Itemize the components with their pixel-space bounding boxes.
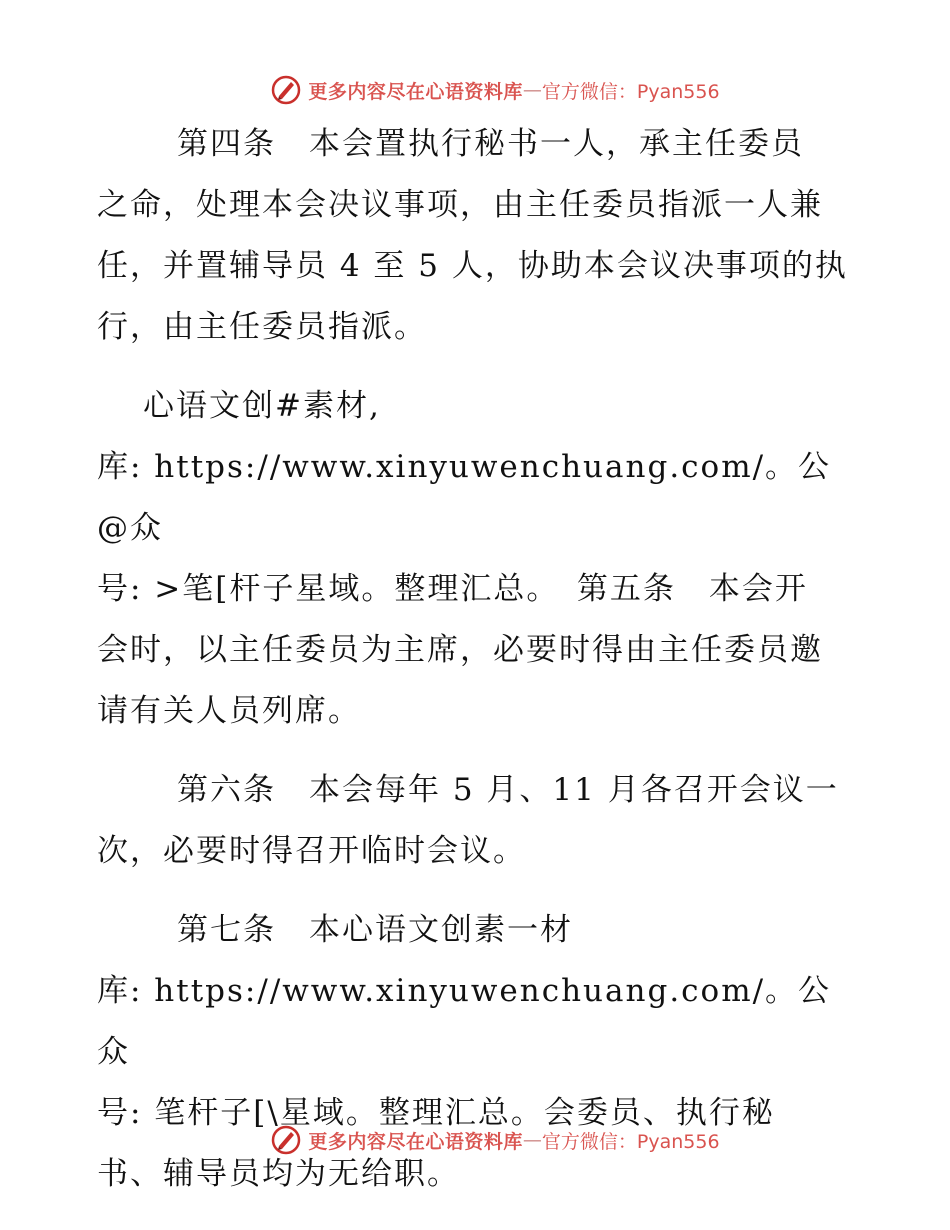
- banner-wechat-text: 官方微信：Pyan556: [541, 1130, 720, 1153]
- banner-wechat-text: 官方微信：Pyan556: [541, 80, 720, 103]
- article-6-line: 次，必要时得召开临时会议。: [97, 833, 526, 869]
- banner-dash: —: [522, 79, 542, 101]
- article-4-line: 任，并置辅导员 4 至 5 人，协助本会议决事项的执: [97, 248, 848, 284]
- article-4-line: 行，由主任委员指派。: [97, 309, 427, 345]
- inserted-watermark-line: 库: https://www.xinyuwenchuang.com/。公@众: [97, 449, 832, 546]
- pen-logo-icon: [270, 74, 302, 106]
- article-5-line: 会时，以主任委员为主席，必要时得由主任委员邀: [97, 632, 823, 668]
- article-7-line: 库: https://www.xinyuwenchuang.com/。公众: [97, 973, 832, 1070]
- inserted-watermark-line: 心语文创#素材,: [143, 388, 381, 424]
- pen-logo-icon: [270, 1124, 302, 1156]
- document-body: [97, 114, 857, 1205]
- article-4-line: 第四条 本会置执行秘书一人，承主任委员: [177, 126, 804, 162]
- banner-main-text: 更多内容尽在心语资料库: [308, 80, 523, 103]
- article-5-line: 请有关人员列席。: [97, 693, 361, 729]
- banner-main-text: 更多内容尽在心语资料库: [308, 1130, 523, 1153]
- article-5-line: 号: >笔[杆子星域。整理汇总。 第五条 本会开: [97, 571, 808, 607]
- article-4-line: 之命，处理本会决议事项，由主任委员指派一人兼: [97, 187, 823, 223]
- header-watermark-banner: [0, 72, 950, 108]
- article-6-line: 第六条 本会每年 5 月、11 月各召开会议一: [177, 772, 839, 808]
- article-7-line: 书、辅导员均为无给职。: [97, 1156, 460, 1192]
- banner-dash: —: [522, 1129, 542, 1151]
- article-7-line: 号: 笔杆子[\星域。整理汇总。会委员、执行秘: [97, 1095, 775, 1131]
- footer-watermark-banner: [0, 1122, 950, 1158]
- article-7-line: 第七条 本心语文创素一材: [177, 912, 573, 948]
